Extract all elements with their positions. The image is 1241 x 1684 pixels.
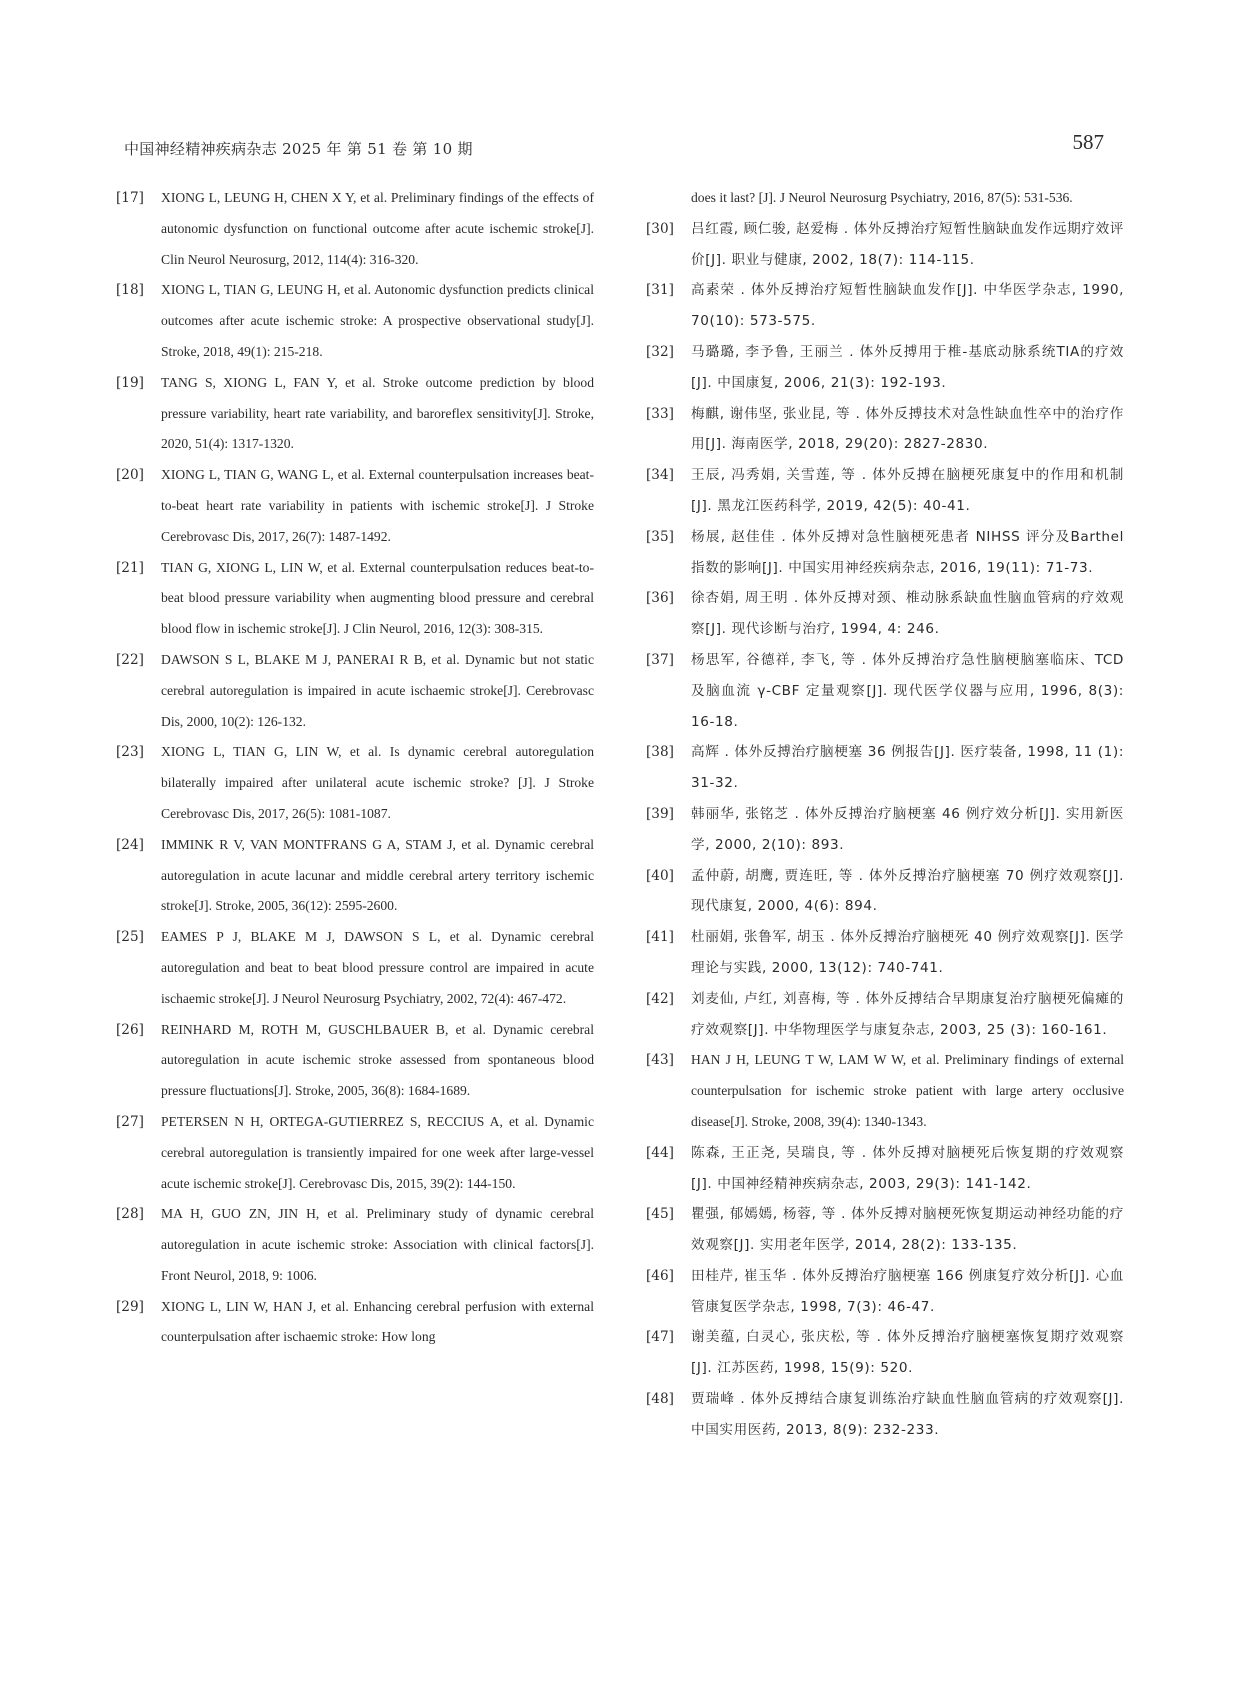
reference-number: [48]	[646, 1391, 674, 1408]
reference-text: HAN J H, LEUNG T W, LAM W W, et al. Preliminary findings of external counterpulsation for ischemic stroke patient with large artery occlusive disease[J]. Stroke, 2008, 39(4): 1340-1343.	[691, 1052, 1124, 1129]
reference-item	[116, 1107, 594, 1199]
reference-number: [24]	[116, 836, 144, 853]
reference-number: [37]	[646, 651, 674, 668]
reference-text: 徐杏娟, 周王明 . 体外反搏对颈、椎动脉系缺血性脑血管病的疗效观察[J]. 现代诊断与治疗, 1994, 4: 246.	[691, 590, 1124, 638]
reference-text: 陈森, 王正尧, 吴瑞良, 等 . 体外反搏对脑梗死后恢复期的疗效观察[J]. 中国神经精神疾病杂志, 2003, 29(3): 141-142.	[691, 1144, 1124, 1192]
reference-item	[116, 645, 594, 737]
reference-number: [21]	[116, 559, 144, 576]
reference-item	[646, 645, 1124, 737]
reference-number: [35]	[646, 528, 674, 545]
reference-item	[116, 368, 594, 460]
references-right-column	[646, 183, 1124, 1446]
reference-text: 高辉 . 体外反搏治疗脑梗塞 36 例报告[J]. 医疗装备, 1998, 11 (1): 31-32.	[691, 744, 1124, 792]
reference-number: [28]	[116, 1206, 144, 1223]
reference-number: [25]	[116, 929, 144, 946]
reference-text: XIONG L, TIAN G, WANG L, et al. External counterpulsation increases beat-to-beat heart rate variability in patients with ischemic stroke[J]. J Stroke Cerebrovasc Dis, 2017, 26(7): 1487-1492.	[161, 467, 594, 544]
reference-item	[646, 1045, 1124, 1137]
reference-item	[646, 1199, 1124, 1261]
reference-item	[646, 214, 1124, 276]
reference-item	[646, 1322, 1124, 1384]
reference-item	[116, 1292, 594, 1354]
reference-text: IMMINK R V, VAN MONTFRANS G A, STAM J, et al. Dynamic cerebral autoregulation in acute lacunar and middle cerebral artery territory ischemic stroke[J]. Stroke, 2005, 36(12): 2595-2600.	[161, 836, 594, 914]
reference-text: 王辰, 冯秀娟, 关雪莲, 等 . 体外反搏在脑梗死康复中的作用和机制[J]. 黑龙江医药科学, 2019, 42(5): 40-41.	[691, 467, 1124, 514]
reference-number: [19]	[116, 374, 144, 391]
reference-text: 杜丽娟, 张鲁军, 胡玉 . 体外反搏治疗脑梗死 40 例疗效观察[J]. 医学理论与实践, 2000, 13(12): 740-741.	[691, 929, 1124, 976]
reference-item	[646, 460, 1124, 522]
reference-item	[116, 1199, 594, 1291]
reference-number: [42]	[646, 990, 674, 1007]
reference-text: 马璐璐, 李予鲁, 王丽兰 . 体外反搏用于椎-基底动脉系统TIA的疗效[J]. 中国康复, 2006, 21(3): 192-193.	[691, 343, 1124, 391]
reference-text: 孟仲蔚, 胡鹰, 贾连旺, 等 . 体外反搏治疗脑梗塞 70 例疗效观察[J]. 现代康复, 2000, 4(6): 894.	[691, 867, 1124, 915]
reference-item	[646, 861, 1124, 923]
reference-text: 韩丽华, 张铭芝 . 体外反搏治疗脑梗塞 46 例疗效分析[J]. 实用新医学, 2000, 2(10): 893.	[691, 805, 1124, 853]
reference-item	[646, 922, 1124, 984]
reference-item	[646, 984, 1124, 1046]
references-left-column	[116, 183, 594, 1353]
reference-continuation: does it last? [J]. J Neurol Neurosurg Psychiatry, 2016, 87(5): 531-536.	[691, 190, 1073, 205]
reference-text: EAMES P J, BLAKE M J, DAWSON S L, et al. Dynamic cerebral autoregulation and beat to beat blood pressure control are impaired in acute ischaemic stroke[J]. J Neurol Neurosurg Psychiatry, 2002, 72(4): 467-472.	[161, 929, 594, 1006]
reference-number: [43]	[646, 1052, 674, 1069]
reference-item	[116, 737, 594, 829]
reference-text: 梅麒, 谢伟坚, 张业昆, 等 . 体外反搏技术对急性缺血性卒中的治疗作用[J]. 海南医学, 2018, 29(20): 2827-2830.	[691, 405, 1124, 453]
reference-item	[646, 337, 1124, 399]
reference-number: [29]	[116, 1298, 144, 1315]
reference-text: 杨思军, 谷德祥, 李飞, 等 . 体外反搏治疗急性脑梗脑塞临床、TCD 及脑血流 γ-CBF 定量观察[J]. 现代医学仪器与应用, 1996, 8(3): 16-18.	[691, 651, 1124, 730]
reference-number: [41]	[646, 929, 674, 946]
reference-text: PETERSEN N H, ORTEGA-GUTIERREZ S, RECCIUS A, et al. Dynamic cerebral autoregulation is transiently impaired for one week after large-vessel acute ischemic stroke[J]. Cerebrovasc Dis, 2015, 39(2): 144-150.	[161, 1113, 594, 1191]
page-number: 587	[1072, 130, 1104, 154]
reference-number: [36]	[646, 590, 674, 607]
reference-number: [26]	[116, 1021, 144, 1038]
reference-item	[116, 553, 594, 645]
reference-text: 刘麦仙, 卢红, 刘喜梅, 等 . 体外反搏结合早期康复治疗脑梗死偏瘫的疗效观察[J]. 中华物理医学与康复杂志, 2003, 25 (3): 160-161.	[691, 990, 1124, 1038]
reference-text: XIONG L, LEUNG H, CHEN X Y, et al. Preliminary findings of the effects of autonomic dysfunction on functional outcome after acute ischemic stroke[J]. Clin Neurol Neurosurg, 2012, 114(4): 316-320.	[161, 190, 594, 267]
reference-text: 瞿强, 郁嫣嫣, 杨蓉, 等 . 体外反搏对脑梗死恢复期运动神经功能的疗效观察[J]. 实用老年医学, 2014, 28(2): 133-135.	[691, 1206, 1124, 1254]
reference-item	[646, 1138, 1124, 1200]
reference-item	[116, 1015, 594, 1107]
page-header	[124, 130, 1117, 160]
reference-text: 田桂芹, 崔玉华 . 体外反搏治疗脑梗塞 166 例康复疗效分析[J]. 心血管康复医学杂志, 1998, 7(3): 46-47.	[691, 1267, 1124, 1315]
reference-item	[116, 275, 594, 367]
reference-number: [38]	[646, 744, 674, 761]
reference-text: 杨展, 赵佳佳 . 体外反搏对急性脑梗死患者 NIHSS 评分及Barthel 指数的影响[J]. 中国实用神经疾病杂志, 2016, 19(11): 71-73.	[691, 528, 1124, 576]
reference-number: [44]	[646, 1144, 674, 1161]
reference-text: DAWSON S L, BLAKE M J, PANERAI R B, et al. Dynamic but not static cerebral autoregulation is impaired in acute ischaemic stroke[J]. Cerebrovasc Dis, 2000, 10(2): 126-132.	[161, 651, 594, 729]
reference-item	[646, 522, 1124, 584]
reference-item	[646, 399, 1124, 461]
reference-text: TANG S, XIONG L, FAN Y, et al. Stroke outcome prediction by blood pressure variability, heart rate variability, and baroreflex sensitivity[J]. Stroke, 2020, 51(4): 1317-1320.	[161, 374, 594, 452]
reference-text: TIAN G, XIONG L, LIN W, et al. External counterpulsation reduces beat-to-beat blood pressure variability when augmenting blood pressure and cerebral blood flow in ischemic stroke[J]. J Clin Neurol, 2016, 12(3): 308-315.	[161, 559, 594, 637]
reference-text: XIONG L, TIAN G, LIN W, et al. Is dynamic cerebral autoregulation bilaterally impaired after unilateral acute ischemic stroke? [J]. J Stroke Cerebrovasc Dis, 2017, 26(5): 1081-1087.	[161, 744, 594, 821]
reference-item	[116, 830, 594, 922]
reference-item	[116, 922, 594, 1014]
reference-item	[116, 460, 594, 552]
reference-text: REINHARD M, ROTH M, GUSCHLBAUER B, et al. Dynamic cerebral autoregulation in acute ischemic stroke assessed from spontaneous blood pressure fluctuations[J]. Stroke, 2005, 36(8): 1684-1689.	[161, 1021, 594, 1099]
reference-number: [30]	[646, 220, 674, 237]
reference-number: [18]	[116, 282, 144, 299]
reference-number: [31]	[646, 282, 674, 299]
reference-number: [23]	[116, 744, 144, 761]
reference-item	[646, 583, 1124, 645]
reference-number: [27]	[116, 1113, 144, 1130]
reference-number: [40]	[646, 867, 674, 884]
journal-issue-line: 中国神经精神疾病杂志 2025 年 第 51 卷 第 10 期	[124, 140, 473, 158]
reference-item	[646, 1261, 1124, 1323]
reference-number: [20]	[116, 467, 144, 484]
reference-number: [39]	[646, 805, 674, 822]
reference-number: [46]	[646, 1267, 674, 1284]
reference-number: [34]	[646, 467, 674, 484]
reference-item	[646, 275, 1124, 337]
reference-item	[116, 183, 594, 275]
reference-text: XIONG L, TIAN G, LEUNG H, et al. Autonomic dysfunction predicts clinical outcomes after acute ischemic stroke: A prospective observational study[J]. Stroke, 2018, 49(1): 215-218.	[161, 282, 594, 359]
reference-text: 贾瑞峰 . 体外反搏结合康复训练治疗缺血性脑血管病的疗效观察[J]. 中国实用医药, 2013, 8(9): 232-233.	[691, 1391, 1124, 1438]
reference-text: 谢美蕴, 白灵心, 张庆松, 等 . 体外反搏治疗脑梗塞恢复期疗效观察[J]. 江苏医药, 1998, 15(9): 520.	[691, 1329, 1124, 1377]
reference-number: [32]	[646, 343, 674, 360]
reference-item	[646, 1384, 1124, 1446]
reference-number: [47]	[646, 1329, 674, 1346]
reference-text: MA H, GUO ZN, JIN H, et al. Preliminary study of dynamic cerebral autoregulation in acute ischemic stroke: Association with clinical factors[J]. Front Neurol, 2018, 9: 1006.	[161, 1206, 594, 1283]
reference-item	[646, 799, 1124, 861]
reference-number: [17]	[116, 190, 144, 206]
reference-number: [33]	[646, 405, 674, 422]
reference-text: 高素荣 . 体外反搏治疗短暂性脑缺血发作[J]. 中华医学杂志, 1990, 70(10): 573-575.	[691, 282, 1124, 330]
reference-number: [22]	[116, 651, 144, 668]
reference-text: XIONG L, LIN W, HAN J, et al. Enhancing cerebral perfusion with external counterpulsation after ischaemic stroke: How long	[161, 1298, 594, 1345]
reference-item	[646, 737, 1124, 799]
reference-number: [45]	[646, 1206, 674, 1223]
reference-text: 吕红霞, 顾仁骏, 赵爱梅 . 体外反搏治疗短暂性脑缺血发作远期疗效评价[J]. 职业与健康, 2002, 18(7): 114-115.	[691, 220, 1124, 268]
